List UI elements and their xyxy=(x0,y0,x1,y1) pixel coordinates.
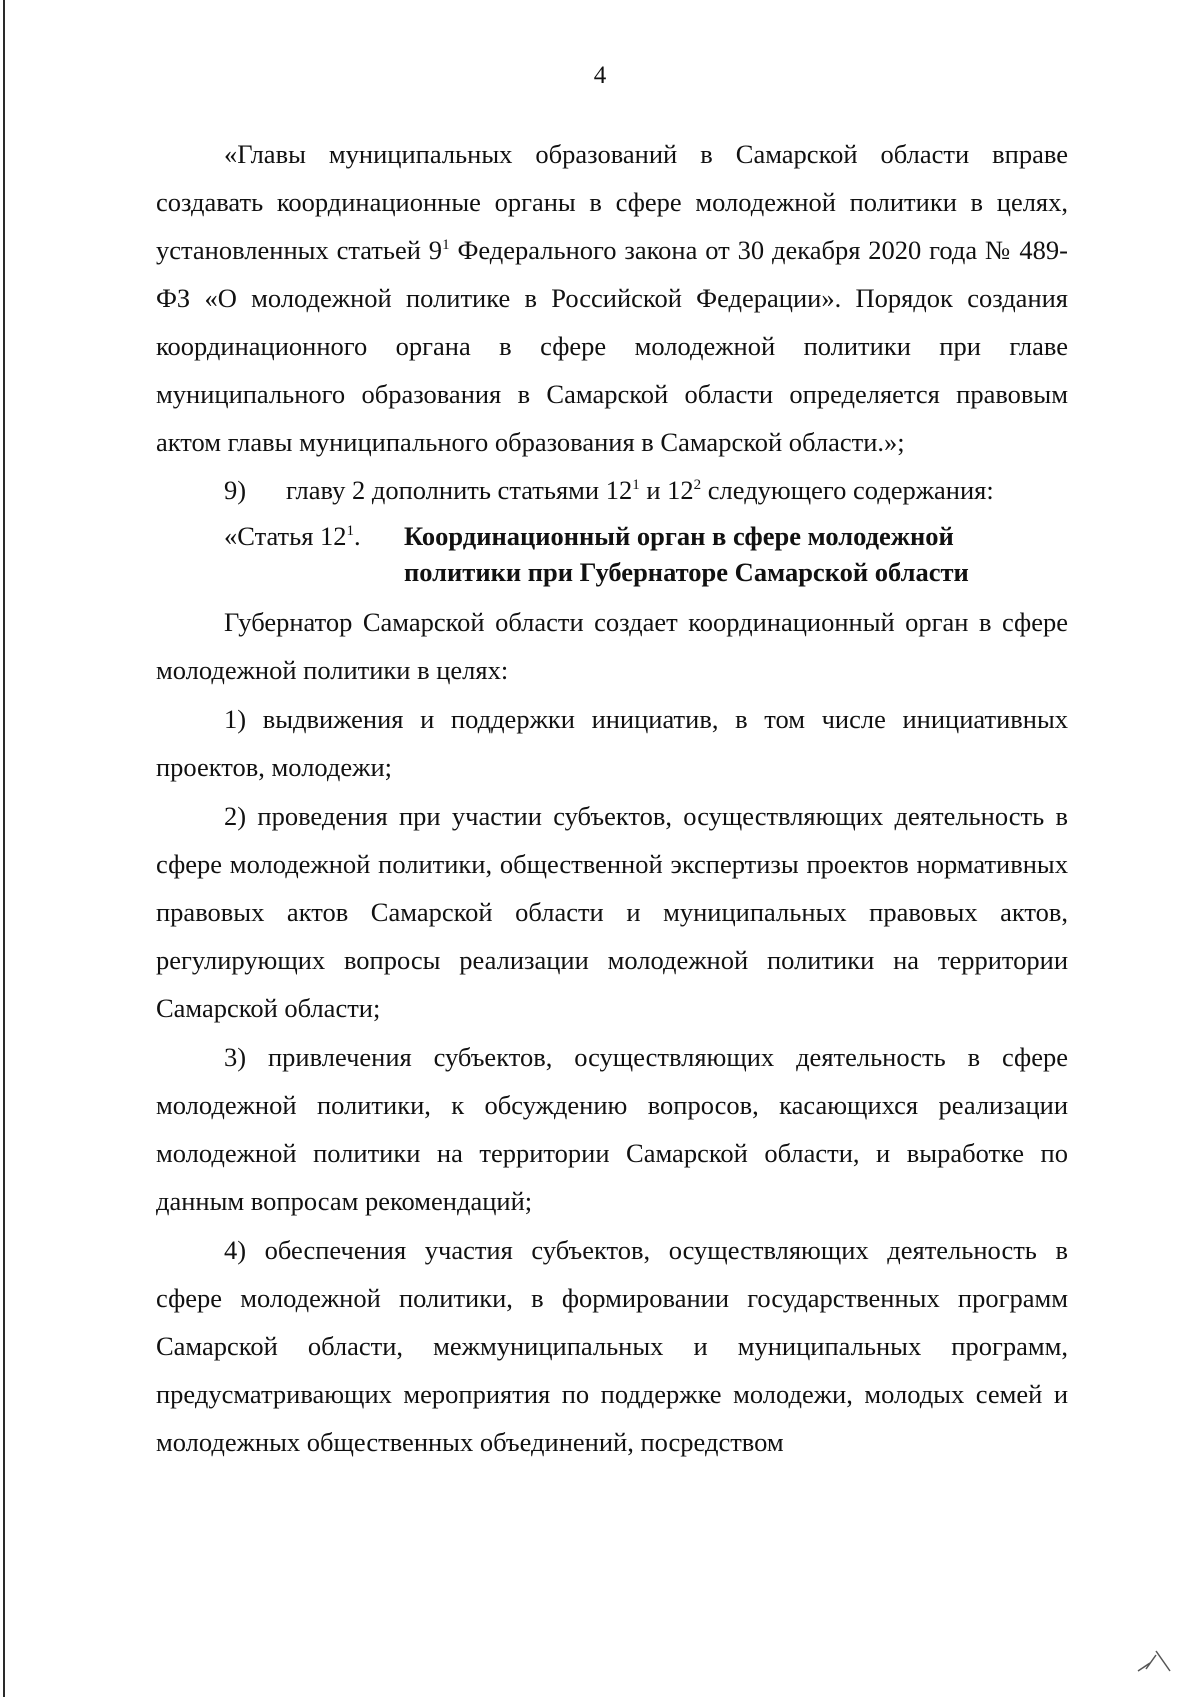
article-title xyxy=(404,518,1068,590)
paragraph-municipal-heads xyxy=(156,130,1068,466)
paragraph-text-part: «Главы муниципальных образований в Самарской области вправе создавать координационные органы в сфере молодежной политики в целях, установленных статьей 9 xyxy=(156,139,1068,265)
superscript-marker: 1 xyxy=(632,477,640,493)
article-label xyxy=(224,518,404,590)
article-heading xyxy=(224,518,1068,590)
paragraph-governor-intro: Губернатор Самарской области создает координационный орган в сфере молодежной политики в целях: xyxy=(156,607,1068,685)
scan-left-edge-line xyxy=(3,0,5,1697)
item-text-part: и 12 xyxy=(639,475,694,505)
article-label-suffix: . xyxy=(354,521,361,551)
paragraph-text-part: Федерального закона от 30 декабря 2020 года № 489-ФЗ «О молодежной политике в Российской Федерации». Порядок создания координационного органа в сфере молодежной политики при главе муниципального образования в Самарской области определяется правовым актом главы муниципального образования в Самарской области.»; xyxy=(156,235,1068,457)
item-text-part: следующего содержания: xyxy=(701,475,994,505)
list-item-3: 3) привлечения субъектов, осуществляющих деятельность в сфере молодежной политики, к обсуждению вопросов, касающихся реализации молодежной политики на территории Самарской области, и выработке по данным вопросам рекомендаций; xyxy=(156,1042,1068,1216)
superscript-marker: 1 xyxy=(346,523,355,539)
article-label-text: «Статья 12 xyxy=(224,521,347,551)
item-text-part: главу 2 дополнить статьями 12 xyxy=(286,475,633,505)
list-item-2: 2) проведения при участии субъектов, осуществляющих деятельность в сфере молодежной политики, общественной экспертизы проектов нормативных правовых актов Самарской области и муниципальных правовых актов, регулирующих вопросы реализации молодежной политики на территории Самарской области; xyxy=(156,801,1068,1023)
superscript-marker: 1 xyxy=(442,237,450,253)
item-number: 9) xyxy=(224,475,247,505)
superscript-marker: 2 xyxy=(693,477,702,493)
article-title-line: политики при Губернаторе Самарской области xyxy=(404,557,969,587)
page-number: 4 xyxy=(593,62,607,89)
amendment-item-9 xyxy=(156,466,1068,514)
document-body xyxy=(156,130,1068,1466)
article-title-line: Координационный орган в сфере молодежной xyxy=(404,521,954,551)
list-item-4: 4) обеспечения участия субъектов, осуществляющих деятельность в сфере молодежной политики, в формировании государственных программ Самарской области, межмуниципальных и муниципальных программ, предусматривающих мероприятия по поддержке молодежи, молодых семей и молодежных общественных объединений, посредством xyxy=(156,1235,1068,1457)
list-item-1: 1) выдвижения и поддержки инициатив, в том числе инициативных проектов, молодежи; xyxy=(156,704,1068,782)
scan-stroke-mark-icon xyxy=(1134,1645,1176,1675)
